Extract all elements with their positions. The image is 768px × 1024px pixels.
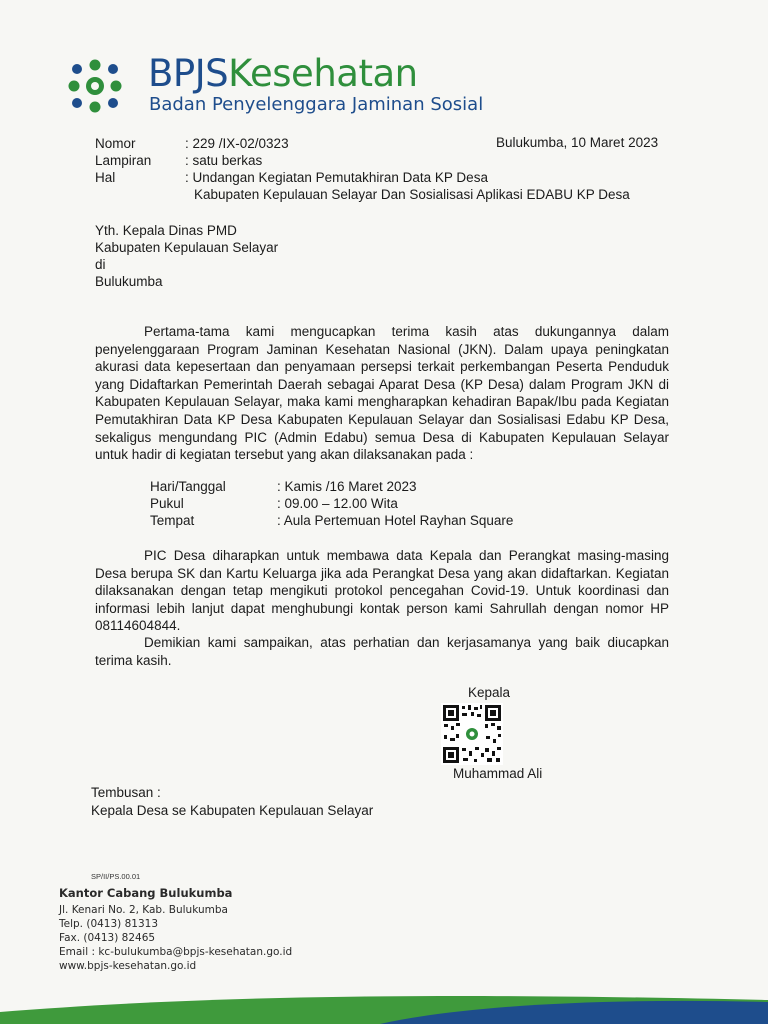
body-paragraph-2: PIC Desa diharapkan untuk membawa data Kepala dan Perangkat masing-masing Desa berupa SK dan Kartu Keluarga jika ada Perangkat Desa yang akan didaftarkan. Kegiatan dilaksanakan dengan tetap mengikuti protokol pencegahan Covid-19. Untuk koordinasi dan informasi lebih lanjut dapat menghubungi kontak person kami Sahrullah dengan nomor HP 08114604844.	[95, 548, 669, 634]
lampiran-value: : satu berkas	[185, 153, 263, 168]
footer-website: www.bpjs-kesehatan.go.id	[59, 960, 197, 972]
recipient-line1: Yth. Kepala Dinas PMD	[95, 223, 237, 238]
footer-doc-code: SP/II/PS.00.01	[91, 872, 141, 881]
footer-email: Email : kc-bulukumba@bpjs-kesehatan.go.id	[59, 946, 293, 958]
cc-item: Kepala Desa se Kabupaten Kepulauan Selayar	[91, 803, 374, 818]
place-date: Bulukumba, 10 Maret 2023	[496, 135, 659, 150]
body-paragraph-1: Pertama-tama kami mengucapkan terima kasih atas dukungannya dalam penyelenggaraan Program Jaminan Kesehatan Nasional (JKN). Dalam upaya peningkatan akurasi data kepesertaan dan penyamaan persepsi terkait perkembangan Peserta Penduduk yang Didaftarkan Pemerintah Daerah sebagai Aparat Desa (KP Desa) dalam Program JKN di Kabupaten Kepulauan Selayar, maka kami mengharapkan kehadiran Bapak/Ibu pada Kegiatan Pemutakhiran Data KP Desa Kabupaten Kepulauan Selayar dan Sosialisasi Edabu KP Desa, sekaligus mengundang PIC (Admin Edabu) semua Desa di Kabupaten Kepulauan Selayar untuk hadir di kegiatan tersebut yang akan dilaksanakan pada :	[95, 324, 669, 463]
signatory-name: Muhammad Ali	[453, 766, 543, 781]
footer-fax: Fax. (0413) 82465	[59, 932, 156, 944]
schedule-place-label: Tempat	[150, 513, 195, 528]
lampiran-label: Lampiran	[95, 153, 152, 168]
brand-name-bpjs: BPJS	[148, 52, 229, 95]
footer-office: Kantor Cabang Bulukumba	[59, 886, 233, 900]
schedule-time-label: Pukul	[150, 496, 184, 511]
brand-subtitle: Badan Penyelenggara Jaminan Sosial	[149, 94, 484, 115]
schedule-place-value: : Aula Pertemuan Hotel Rayhan Square	[277, 513, 514, 528]
recipient-line3: di	[95, 257, 106, 272]
hal-value-line1: : Undangan Kegiatan Pemutakhiran Data KP Desa	[185, 170, 488, 185]
hal-label: Hal	[95, 170, 116, 185]
footer-wave-decoration	[0, 990, 768, 1024]
body-paragraph-3: Demikian kami sampaikan, atas perhatian dan kerjasamanya yang baik diucapkan terima kasih.	[95, 635, 669, 668]
cc-title: Tembusan :	[91, 785, 161, 800]
nomor-value: : 229 /IX-02/0323	[185, 136, 289, 151]
recipient-line4: Bulukumba	[95, 274, 163, 289]
hal-value-line2: Kabupaten Kepulauan Selayar Dan Sosialisasi Aplikasi EDABU KP Desa	[194, 187, 630, 202]
footer-address: Jl. Kenari No. 2, Kab. Bulukumba	[59, 904, 228, 916]
footer-phone: Telp. (0413) 81313	[59, 918, 159, 930]
qr-code-signature	[441, 703, 503, 765]
nomor-label: Nomor	[95, 136, 136, 151]
recipient-line2: Kabupaten Kepulauan Selayar	[95, 240, 279, 255]
signature-title: Kepala	[468, 685, 511, 700]
schedule-time-value: : 09.00 – 12.00 Wita	[277, 496, 398, 511]
brand-name	[148, 52, 418, 95]
bpjs-logo-icon	[64, 58, 126, 114]
brand-name-kesehatan: Kesehatan	[228, 52, 418, 95]
schedule-day-label: Hari/Tanggal	[150, 479, 226, 494]
schedule-day-value: : Kamis /16 Maret 2023	[277, 479, 417, 494]
